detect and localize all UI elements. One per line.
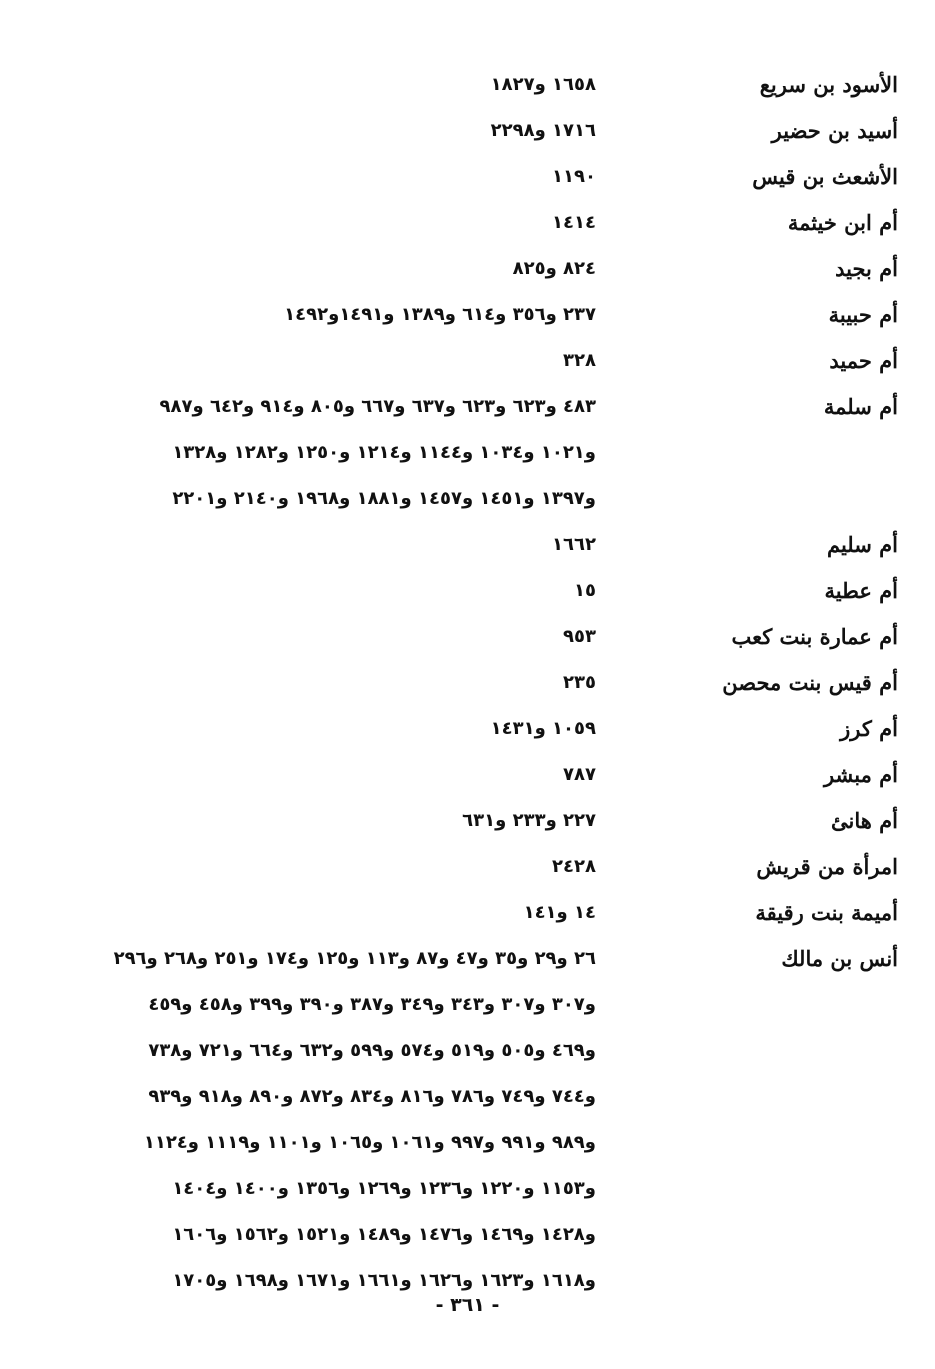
index-entry	[46, 848, 898, 894]
entry-name: أم سلمة	[823, 394, 898, 419]
index-entry	[46, 112, 898, 158]
index-entry-continuation	[46, 1216, 898, 1262]
index-entry	[46, 296, 898, 342]
entry-name: أم حبيبة	[828, 302, 898, 327]
index-entry	[46, 204, 898, 250]
entry-refs: ٣٢٨	[563, 350, 596, 371]
entry-name: أم قيس بنت محصن	[722, 670, 898, 695]
index-entry-continuation	[46, 1078, 898, 1124]
index-entry-continuation	[46, 986, 898, 1032]
entry-name: أم هانئ	[831, 808, 898, 833]
index-entry	[46, 572, 898, 618]
entry-refs: ١٥	[574, 580, 596, 601]
entry-refs: و٧٤٤ و٧٤٩ و٧٨٦ و٨١٦ و٨٣٤ و٨٧٢ و٨٩٠ و٩١٨ و٩٣٩	[148, 1086, 596, 1107]
index-entry-continuation	[46, 480, 898, 526]
page-number: - ٣٦١ -	[435, 1294, 500, 1316]
index-entry	[46, 158, 898, 204]
entry-refs: ١١٩٠	[552, 166, 596, 187]
entry-refs: و٩٨٩ و٩٩١ و٩٩٧ و١٠٦١ و١٠٦٥ و١١٠١ و١١١٩ و١١٢٤	[143, 1132, 596, 1153]
entry-refs: و١٠٢١ و١٠٣٤ و١١٤٤ و١٢١٤ و١٢٥٠ و١٢٨٢ و١٣٢٨	[172, 442, 596, 463]
entry-refs: ٢٦ و٢٩ و٣٥ و٤٧ و٨٧ و١١٣ و١٢٥ و١٧٤ و٢٥١ و٢٦٨ و٢٩٦	[113, 948, 596, 969]
entry-refs: ١٦٦٢	[552, 534, 596, 555]
entry-name: أم عطية	[824, 578, 898, 603]
entry-refs: ٢٢٧ و٢٣٣ و٦٣١	[462, 810, 596, 831]
entry-refs: ١٦٥٨ و١٨٢٧	[490, 74, 596, 95]
index-entry	[46, 342, 898, 388]
index-entry	[46, 940, 898, 986]
entry-name: أم مبشر	[823, 762, 898, 787]
index-entry	[46, 802, 898, 848]
entry-name: أم عمارة بنت كعب	[731, 624, 898, 649]
entry-name: امرأة من قريش	[756, 854, 898, 879]
entry-name: أم ابن خيثمة	[787, 210, 898, 235]
entry-name: الأسود بن سريع	[759, 72, 898, 97]
index-entry	[46, 66, 898, 112]
index-entry-continuation	[46, 1170, 898, 1216]
index-entry	[46, 618, 898, 664]
entry-name: أميمة بنت رقيقة	[755, 900, 898, 925]
entry-name: أم سليم	[826, 532, 898, 557]
entry-refs: ٢٤٢٨	[552, 856, 596, 877]
entry-refs: و١٤٢٨ و١٤٦٩ و١٤٧٦ و١٤٨٩ و١٥٢١ و١٥٦٢ و١٦٠٦	[172, 1224, 596, 1245]
entry-name: أنس بن مالك	[781, 946, 898, 971]
entry-refs: ١٠٥٩ و١٤٣١	[490, 718, 596, 739]
index-entry-continuation	[46, 434, 898, 480]
index-entry	[46, 710, 898, 756]
entry-refs: و٣٠٧ و٣٠٧ و٣٤٣ و٣٤٩ و٣٨٧ و٣٩٠ و٣٩٩ و٤٥٨ و٤٥٩	[148, 994, 596, 1015]
index-entry-continuation	[46, 1124, 898, 1170]
entry-refs: و١١٥٣ و١٢٢٠ و١٢٣٦ و١٢٦٩ و١٣٥٦ و١٤٠٠ و١٤٠٤	[172, 1178, 596, 1199]
entry-refs: ١٧١٦ و٢٢٩٨	[490, 120, 596, 141]
entry-refs: و١٦١٨ و١٦٢٣ و١٦٢٦ و١٦٦١ و١٦٧١ و١٦٩٨ و١٧٠٥	[172, 1270, 596, 1291]
index-entry	[46, 526, 898, 572]
entry-refs: ١٤ و١٤١	[523, 902, 596, 923]
entry-refs: ٢٣٥	[563, 672, 596, 693]
entry-refs: ٧٨٧	[563, 764, 596, 785]
entry-name: أم حميد	[829, 348, 898, 373]
entry-refs: ٢٣٧ و٣٥٦ و٦١٤ و١٣٨٩ و١٤٩١و١٤٩٢	[284, 304, 596, 325]
entry-name: الأشعث بن قيس	[752, 164, 898, 189]
entry-name: أسيد بن حضير	[771, 118, 898, 143]
entry-refs: و١٣٩٧ و١٤٥١ و١٤٥٧ و١٨٨١ و١٩٦٨ و٢١٤٠ و٢٢٠١	[172, 488, 596, 509]
entry-refs: ١٤١٤	[552, 212, 596, 233]
entry-refs: ٨٢٤ و٨٢٥	[512, 258, 596, 279]
index-entry	[46, 756, 898, 802]
index-entry-continuation	[46, 1032, 898, 1078]
index-entry	[46, 250, 898, 296]
entry-name: أم بجيد	[835, 256, 898, 281]
index-entry	[46, 894, 898, 940]
entry-refs: و٤٦٩ و٥٠٥ و٥١٩ و٥٧٤ و٥٩٩ و٦٣٢ و٦٦٤ و٧٢١ و٧٣٨	[148, 1040, 596, 1061]
entry-refs: ٤٨٣ و٦٢٣ و٦٢٣ و٦٣٧ و٦٦٧ و٨٠٥ و٩١٤ و٦٤٢ و٩٨٧	[159, 396, 596, 417]
name-index-list	[46, 66, 898, 1308]
index-entry	[46, 388, 898, 434]
entry-refs: ٩٥٣	[563, 626, 596, 647]
index-entry	[46, 664, 898, 710]
entry-name: أم كرز	[840, 716, 898, 741]
